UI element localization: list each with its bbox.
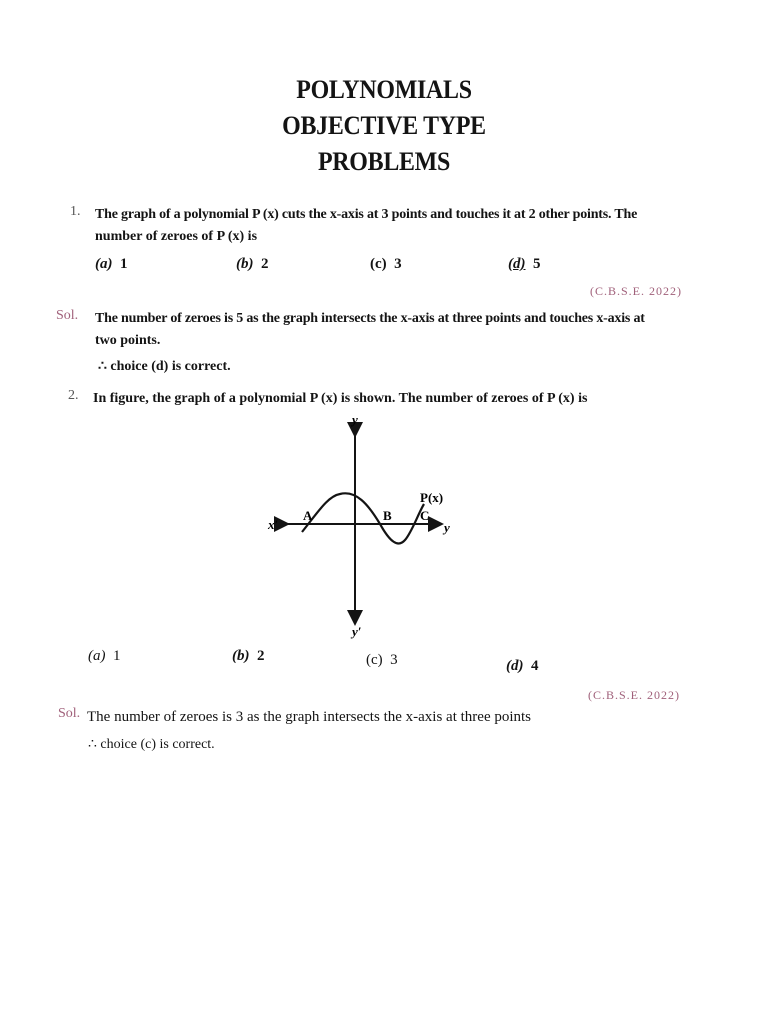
sol2-line1: The number of zeroes is 3 as the graph intersects the x-axis at three points <box>87 709 532 725</box>
point-a-label: A <box>303 508 313 523</box>
sol1-conclusion: ∴ choice (d) is correct. <box>98 359 231 374</box>
q2-option-d: (d) 4 <box>506 658 539 674</box>
sol2-conclusion: ∴ choice (c) is correct. <box>88 737 215 752</box>
polynomial-graph <box>240 408 490 643</box>
point-c-label: C <box>420 508 430 523</box>
curve-label: P(x) <box>420 490 444 505</box>
q1-number: 1. <box>70 204 81 219</box>
sol2-prefix: Sol. <box>58 706 81 721</box>
q2-option-b: (b) 2 <box>232 648 265 664</box>
y-prime-label: y′ <box>352 624 362 639</box>
x-end-label: y <box>444 520 450 535</box>
sol1-prefix: Sol. <box>56 308 79 323</box>
point-b-label: B <box>383 508 392 523</box>
q2-source: (C.B.S.E. 2022) <box>588 688 681 702</box>
q2-text: In figure, the graph of a polynomial P (x) is shown. The number of zeroes of P (x) is <box>93 391 588 406</box>
sol1-line1: The number of zeroes is 5 as the graph intersects the x-axis at three points and touches x-axis at <box>95 311 645 326</box>
q1-option-a: (a) 1 <box>95 256 128 272</box>
polynomial-curve <box>302 493 424 543</box>
q2-option-c: (c) 3 <box>366 652 398 668</box>
x-prime-label: x′ <box>268 517 279 532</box>
sol1-line2: two points. <box>95 333 161 348</box>
title-line-1: POLYNOMIALS <box>296 75 472 104</box>
q1-source: (C.B.S.E. 2022) <box>590 284 683 298</box>
q2-number: 2. <box>68 388 79 403</box>
y-label: y <box>352 412 358 427</box>
q1-option-d: (d) 5 <box>508 256 541 272</box>
page-title <box>31 72 738 180</box>
q1-text-line2: number of zeroes of P (x) is <box>95 229 258 244</box>
title-line-3: PROBLEMS <box>317 147 451 176</box>
q1-option-b: (b) 2 <box>236 256 269 272</box>
q1-option-c: (c) 3 <box>370 256 402 272</box>
q1-text-line1: The graph of a polynomial P (x) cuts the x-axis at 3 points and touches it at 2 other points. The <box>95 207 638 222</box>
title-line-2: OBJECTIVE TYPE <box>282 111 486 140</box>
q2-option-a: (a) 1 <box>88 648 121 664</box>
